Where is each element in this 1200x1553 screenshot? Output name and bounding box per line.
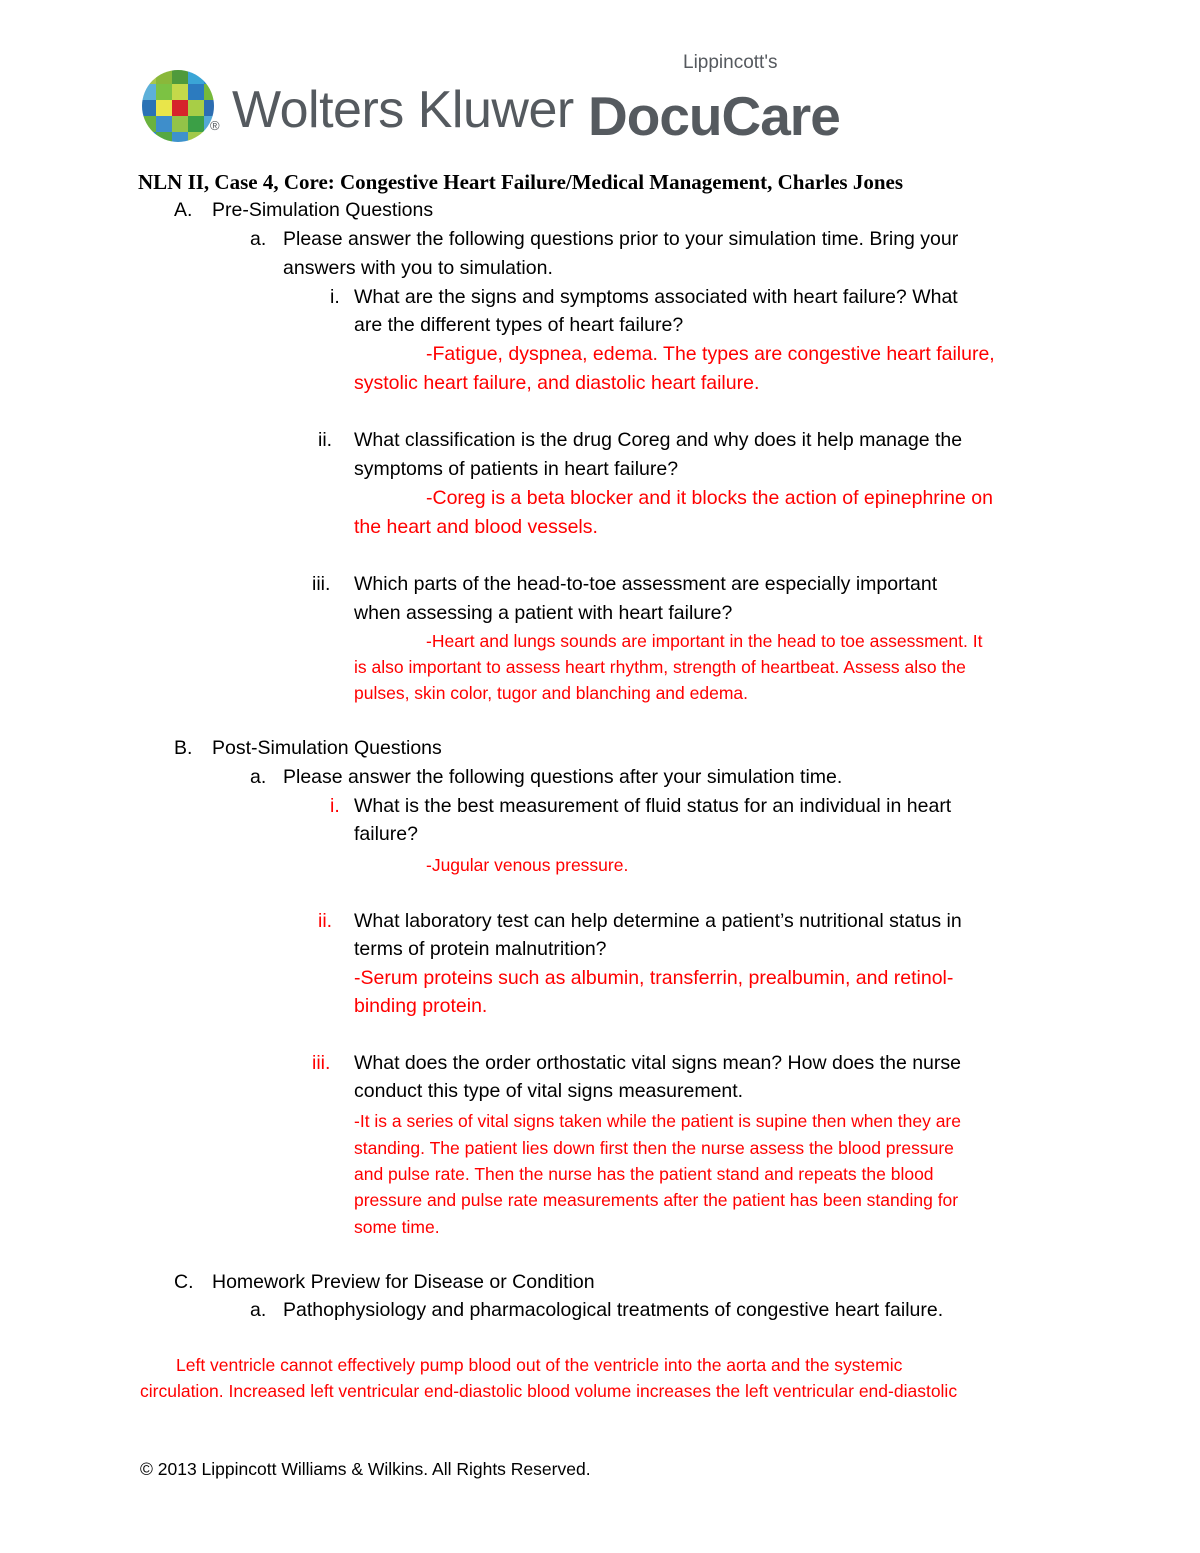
answer-line: -Jugular venous pressure. — [426, 855, 629, 875]
answer-line: -Heart and lungs sounds are important in the head to toe assessment. It — [426, 631, 983, 651]
section-a-sub-marker: a. — [250, 228, 267, 250]
question-line: terms of protein malnutrition? — [354, 938, 607, 960]
answer-line: -Fatigue, dyspnea, edema. The types are congestive heart failure, — [426, 343, 995, 365]
section-c-sub-marker: a. — [250, 1299, 267, 1321]
section-a-heading: Pre-Simulation Questions — [212, 199, 434, 221]
question-line: What classification is the drug Coreg and why does it help manage the — [354, 429, 963, 451]
answer-line: standing. The patient lies down first then the nurse assess the blood pressure — [354, 1138, 954, 1158]
answer-line: pulses, skin color, tugor and blanching and edema. — [354, 683, 749, 703]
answer-line: some time. — [354, 1217, 440, 1237]
question-marker: ii. — [318, 910, 333, 932]
answer-line: and pulse rate. Then the nurse has the patient stand and repeats the blood — [354, 1164, 934, 1184]
section-a-sub-line: Please answer the following questions prior to your simulation time. Bring your — [283, 228, 959, 250]
section-b-heading: Post-Simulation Questions — [212, 737, 442, 759]
section-a-sub-line: answers with you to simulation. — [283, 257, 553, 279]
section-c-heading: Homework Preview for Disease or Condition — [212, 1271, 595, 1293]
answer-line: -Serum proteins such as albumin, transferrin, prealbumin, and retinol- — [354, 967, 954, 989]
paragraph-line: Left ventricle cannot effectively pump blood out of the ventricle into the aorta and the systemic — [176, 1355, 903, 1375]
answer-line: systolic heart failure, and diastolic heart failure. — [354, 372, 760, 394]
answer-line: the heart and blood vessels. — [354, 516, 598, 538]
question-line: What is the best measurement of fluid status for an individual in heart — [354, 795, 952, 817]
answer-line: is also important to assess heart rhythm, strength of heartbeat. Assess also the — [354, 657, 966, 677]
question-line: What laboratory test can help determine a patient’s nutritional status in — [354, 910, 962, 932]
answer-line: binding protein. — [354, 995, 488, 1017]
question-line: are the different types of heart failure? — [354, 314, 684, 336]
paragraph-line: circulation. Increased left ventricular end-diastolic blood volume increases the left ventricular end-diastolic — [140, 1381, 958, 1401]
question-line: failure? — [354, 823, 418, 845]
logo-publisher-text: Lippincott's — [683, 52, 778, 73]
question-line: when assessing a patient with heart failure? — [354, 602, 733, 624]
section-b-sub-marker: a. — [250, 766, 267, 788]
answer-line: -It is a series of vital signs taken while the patient is supine then when they are — [354, 1111, 961, 1131]
section-c-sub-line: Pathophysiology and pharmacological treatments of congestive heart failure. — [283, 1299, 944, 1321]
question-marker: ii. — [318, 429, 333, 451]
copyright-footer: © 2013 Lippincott Williams & Wilkins. All Rights Reserved. — [140, 1459, 591, 1479]
logo-product-text: DocuCare — [588, 85, 840, 147]
question-marker: i. — [330, 795, 340, 817]
question-line: Which parts of the head-to-toe assessment are especially important — [354, 573, 938, 595]
wolters-kluwer-globe-icon — [140, 68, 220, 148]
section-a-marker: A. — [174, 199, 193, 221]
registered-mark: ® — [210, 118, 220, 133]
section-b-sub-line: Please answer the following questions after your simulation time. — [283, 766, 843, 788]
answer-line: -Coreg is a beta blocker and it blocks the action of epinephrine on — [426, 487, 993, 509]
question-line: conduct this type of vital signs measurement. — [354, 1080, 744, 1102]
question-marker: iii. — [312, 1052, 331, 1074]
section-b-marker: B. — [174, 737, 193, 759]
question-line: What are the signs and symptoms associated with heart failure? What — [354, 286, 958, 308]
logo-brand-text: Wolters Kluwer — [232, 81, 574, 139]
document-title: NLN II, Case 4, Core: Congestive Heart Failure/Medical Management, Charles Jones — [138, 170, 904, 194]
question-line: symptoms of patients in heart failure? — [354, 458, 679, 480]
answer-line: pressure and pulse rate measurements after the patient has been standing for — [354, 1190, 959, 1210]
question-marker: i. — [330, 286, 340, 308]
question-line: What does the order orthostatic vital signs mean? How does the nurse — [354, 1052, 961, 1074]
section-c-marker: C. — [174, 1271, 194, 1293]
question-marker: iii. — [312, 573, 331, 595]
